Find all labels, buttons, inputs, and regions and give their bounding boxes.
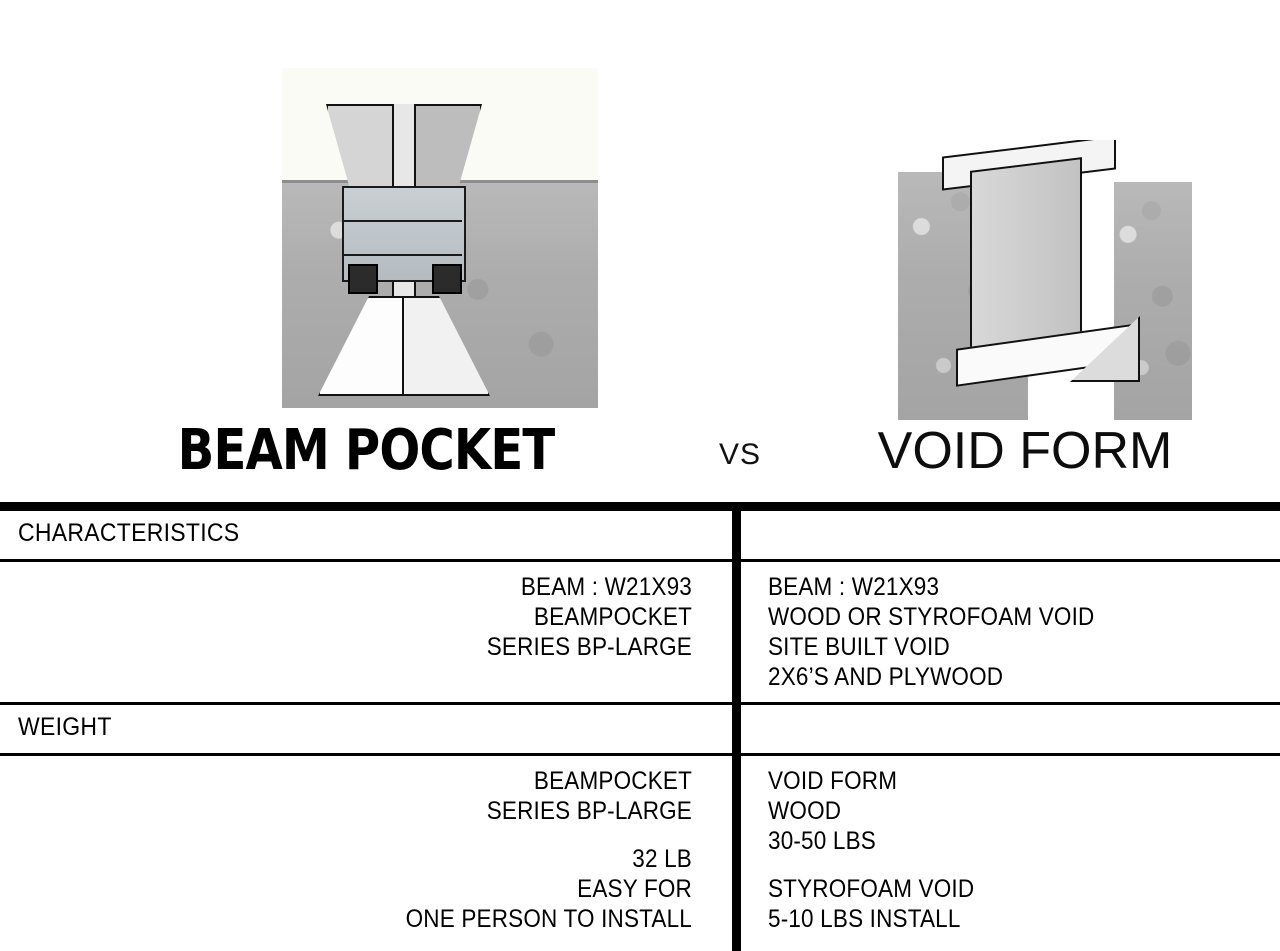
cell-weight-voidform — [732, 756, 1280, 944]
char-left-spacer — [87, 662, 692, 680]
char-right-line-2: WOOD OR STYROFOAM VOID — [768, 603, 1095, 631]
char-right-line-4: 2X6’S AND PLYWOOD — [768, 663, 1004, 691]
weight-left-line-1: BEAMPOCKET — [533, 767, 692, 795]
weight-right-spacer — [768, 856, 1211, 874]
weight-left-spacer — [87, 826, 692, 844]
table-row-weight — [0, 756, 1280, 944]
cell-weight-beampocket — [0, 756, 732, 944]
comparison-images — [0, 0, 1280, 420]
char-left-line-1: BEAM : W21X93 — [520, 573, 692, 601]
title-row — [0, 420, 1280, 496]
section-header-characteristics — [0, 511, 1280, 562]
weight-left-line-5: ONE PERSON TO INSTALL — [405, 905, 692, 933]
pocket-seam-line-2 — [342, 254, 462, 256]
comparison-table — [0, 511, 1280, 944]
weight-right-line-3: 30-50 LBS — [768, 827, 876, 855]
section-header-weight — [0, 705, 1280, 756]
concrete-slab-right-side — [1114, 182, 1192, 420]
right-title: VOID FORM — [877, 422, 1173, 480]
cell-characteristics-voidform — [732, 562, 1280, 702]
void-form-image — [898, 140, 1192, 420]
char-right-line-3: SITE BUILT VOID — [768, 633, 950, 661]
pocket-anchor-left-icon — [348, 264, 378, 294]
pocket-seam-line-1 — [342, 220, 462, 222]
char-right-line-1: BEAM : W21X93 — [768, 573, 940, 601]
weight-right-line-4: STYROFOAM VOID — [768, 875, 975, 903]
section-label-weight: WEIGHT — [18, 713, 112, 741]
char-left-line-3: SERIES BP-LARGE — [486, 633, 692, 661]
weight-right-line-2: WOOD — [768, 797, 842, 825]
weight-right-line-1: VOID FORM — [768, 767, 898, 795]
weight-left-line-4: EASY FOR — [577, 875, 692, 903]
weight-right-line-5: 5-10 LBS INSTALL — [768, 905, 961, 933]
vs-label: VS — [718, 438, 762, 471]
beam-pocket-image — [282, 68, 598, 408]
section-label-characteristics: CHARACTERISTICS — [18, 519, 240, 547]
weight-left-line-2: SERIES BP-LARGE — [486, 797, 692, 825]
cell-characteristics-beampocket — [0, 562, 732, 702]
left-title: BEAM POCKET — [177, 418, 555, 483]
header-divider — [0, 502, 1280, 511]
weight-left-line-3: 32 LB — [632, 845, 692, 873]
char-left-line-2: BEAMPOCKET — [533, 603, 692, 631]
pocket-anchor-right-icon — [432, 264, 462, 294]
table-row-characteristics — [0, 562, 1280, 705]
